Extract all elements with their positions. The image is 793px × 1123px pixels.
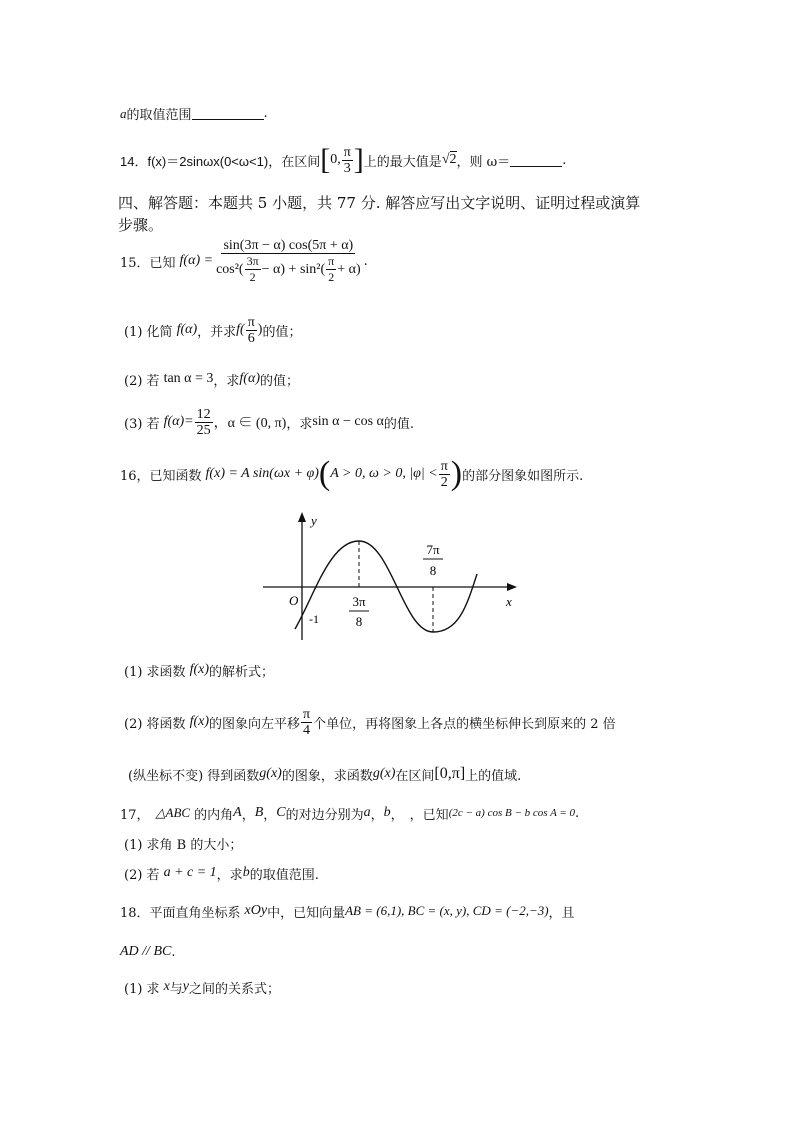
q16-cond-frac	[439, 459, 450, 490]
section4-line1: 四、解答题：本题共 5 小题，共 77 分. 解答应写出文字说明、证明过程或演算	[118, 194, 641, 212]
q15-p3-text: ，求	[286, 416, 313, 432]
q15-p3-cond: ，α ∈ (0, π)	[213, 416, 287, 431]
q16-paren-left: (	[318, 455, 331, 492]
q14-text1: ，在区间	[268, 154, 321, 170]
q15-den-frac1-den: 2	[249, 269, 256, 284]
q14-bracket-right: ]	[353, 143, 364, 176]
q15-part2	[124, 369, 299, 389]
q15-p3-label: (3) 若	[124, 416, 160, 432]
q16-part1	[124, 659, 274, 681]
q17-p1: (1) 求角 B 的大小；	[124, 837, 243, 853]
q16-p2-text1: 的图象向左平移	[209, 716, 301, 732]
section4-heading	[118, 192, 640, 236]
tick2-den: 8	[429, 563, 437, 578]
q16-paren-right: )	[450, 455, 463, 492]
q14-func: f(x)＝2sinωx(0<ω<1)	[147, 153, 269, 169]
tick1-num: 3π	[352, 594, 366, 609]
q17-statement: 17， △ABC 的内角 A ， B ， C 的对边分别为 a ， b ， ，已知 (2c − a) cos B − b cos A = 0 .	[120, 805, 580, 823]
q15-p1-close: )	[257, 322, 263, 337]
q18-p1-label: (1) 求	[124, 981, 160, 997]
q13-var: a	[120, 105, 127, 121]
q18-text2: ，且	[548, 905, 575, 921]
q14-sqrt: √2	[441, 152, 457, 167]
q14-frac-num: π	[343, 144, 351, 160]
q17-b: b	[383, 805, 391, 820]
q16-func: f(x) = A sin(ωx + φ)	[205, 466, 319, 481]
q13-end: .	[263, 106, 268, 121]
q15-p2-text: ，求	[213, 373, 240, 389]
q14-text2: 上的最大值是	[363, 154, 442, 170]
q17-part1	[124, 833, 242, 853]
q16-p2-g: g(x)	[259, 766, 282, 781]
q16-label: 16，已知函数	[120, 468, 202, 484]
q18-text1: 中，已知向量	[267, 905, 346, 921]
y-axis-arrow	[298, 512, 306, 522]
q17-C: C	[276, 805, 286, 820]
q15-p1-end: 的值；	[262, 324, 302, 340]
origin-label: O	[289, 593, 299, 608]
q17-p2-text: ，求	[216, 867, 243, 883]
q15-p3-den: 25	[196, 422, 211, 438]
q15-part1	[124, 310, 301, 350]
q13-tail	[120, 104, 268, 123]
q14-sqrt-val: 2	[449, 152, 457, 167]
q16-cond-den: 2	[440, 474, 448, 490]
q15-p3-frac	[195, 407, 213, 438]
q16-graph	[255, 508, 525, 648]
q17-text1: 的内角	[194, 807, 234, 823]
q15-p1-num: π	[247, 314, 255, 330]
q15-den-frac1-num: 3π	[246, 253, 259, 268]
q16-p2-den: 4	[303, 722, 311, 738]
q15-p2-cond: tan α = 3	[163, 371, 214, 386]
q18-p1-y: y	[182, 979, 190, 994]
q17-text2: 的对边分别为	[285, 807, 364, 823]
q16-p2-interval: [0,π]	[434, 765, 466, 782]
q14-interval-frac	[342, 145, 353, 176]
q15-den-frac2-den: 2	[328, 269, 335, 284]
tick1-den: 8	[355, 614, 363, 629]
q15-p2-label: (2) 若	[124, 373, 160, 389]
q15-den-frac1	[245, 254, 261, 285]
q15-end: .	[363, 253, 368, 269]
q16-p2-line2c: 在区间	[395, 768, 435, 784]
q18-parallel: AD // BC	[120, 944, 172, 959]
q17-part2	[124, 863, 319, 883]
q15-p2-end: 的值；	[259, 373, 299, 389]
q18-statement	[120, 900, 575, 922]
q15-den-part1: cos²(	[216, 261, 244, 277]
q16-p2-end: 上的值域.	[465, 768, 522, 784]
q15-denominator	[214, 254, 363, 285]
q16-cond: A > 0, ω > 0, |φ| <	[330, 466, 438, 481]
q17-p2-b: b	[242, 865, 250, 880]
q14-bracket-left: [	[320, 143, 331, 176]
q15-numerator: sin(3π − α) cos(5π + α)	[223, 237, 354, 253]
q16-part2-line2	[128, 763, 521, 785]
q16-p2-num: π	[303, 706, 311, 722]
q18-end: .	[171, 944, 176, 960]
q15-p1-label: (1) 化简	[124, 324, 173, 340]
q14	[120, 138, 566, 182]
q16-p2-line2a: (纵坐标不变) 得到函数	[128, 768, 260, 784]
q15-p1-f: f(α)	[176, 322, 198, 337]
q16-p1-f: f(x)	[189, 662, 209, 677]
min-value-label: -1	[309, 612, 319, 626]
q16-p2-line2b: 的图象，求函数	[281, 768, 373, 784]
q16-statement	[120, 452, 583, 496]
q17-p2-cond: a + c = 1	[163, 865, 217, 880]
q16-cond-num: π	[440, 458, 448, 474]
q15-p3-lhs: f(α)=	[163, 414, 194, 429]
q14-frac-den: 3	[343, 160, 351, 176]
q15-den-frac2	[326, 254, 336, 285]
q17-triangle: △ABC	[155, 805, 191, 820]
q16-part2	[124, 702, 616, 742]
q14-end: .	[562, 152, 567, 168]
q17-text3: ，已知	[409, 807, 449, 823]
q18-p1-x: x	[163, 979, 170, 994]
q14-text3: ，则 ω＝	[456, 154, 511, 170]
q18-parallel-line	[120, 941, 175, 963]
q15-den-part3: + α)	[337, 261, 361, 277]
q13-text: 的取值范围	[126, 108, 192, 123]
q15-p1-den: 6	[247, 330, 255, 346]
x-axis-arrow	[507, 583, 517, 591]
q16-p2-frac	[301, 707, 312, 738]
q18-system: xOy	[244, 903, 268, 918]
q15-p3-expr: sin α − cos α	[312, 414, 384, 429]
q17-B: B	[254, 805, 264, 820]
q17-cond: (2c − a) cos B − b cos A = 0	[448, 807, 576, 819]
q15-den-part2: − α) + sin²(	[261, 261, 326, 277]
q15-p2-f: f(α)	[239, 371, 260, 386]
y-label: y	[311, 513, 317, 528]
q15-p3-end: 的值.	[383, 416, 415, 432]
q16-p1-end: 的解析式；	[209, 664, 275, 680]
q14-interval-left: 0,	[330, 152, 341, 167]
q15-part3	[124, 402, 414, 442]
q15-p1-f2: f(	[236, 322, 245, 337]
q16-p2-text2: 个单位，再将图象上各点的横坐标伸长到原来的 2 倍	[313, 716, 616, 732]
q16-p2-label: (2) 将函数	[124, 716, 186, 732]
q16-p2-f: f(x)	[189, 714, 209, 729]
q18-p1-text: 与	[169, 981, 183, 997]
q13-answer-blank	[192, 107, 264, 120]
q17-p2-label: (2) 若	[124, 867, 160, 883]
q18-part1	[124, 977, 280, 997]
section4-line2: 步骤。	[118, 216, 164, 234]
q15-statement	[120, 236, 368, 286]
q15-p1-text: ，并求	[197, 324, 237, 340]
q16-text: 的部分图象如图所示.	[462, 468, 584, 484]
q17-A: A	[233, 805, 242, 820]
q18-vectors: AB = (6,1), BC = (x, y), CD = (−2,−3)	[345, 903, 549, 918]
q16-p2-g2: g(x)	[372, 766, 396, 781]
tick2-num: 7π	[426, 542, 440, 557]
q15-label: 15．已知	[120, 255, 176, 271]
q14-label: 14．	[120, 153, 148, 169]
q15-p1-frac	[246, 315, 257, 346]
q17-p2-end: 的取值范围.	[249, 867, 319, 883]
q15-den-frac2-num: π	[328, 253, 335, 268]
q16-p1-label: (1) 求函数	[124, 664, 186, 680]
q15-lhs: f(α) =	[179, 253, 214, 268]
q18-label: 18．平面直角坐标系	[120, 905, 241, 921]
q17-end: .	[575, 805, 580, 821]
x-label: x	[506, 594, 512, 609]
q15-main-frac	[214, 238, 363, 285]
q15-p3-num: 12	[196, 406, 211, 422]
q14-answer-blank	[510, 154, 562, 167]
q17-label: 17，	[120, 807, 150, 823]
q17-a: a	[363, 805, 371, 820]
q18-p1-end: 之间的关系式；	[189, 981, 281, 997]
